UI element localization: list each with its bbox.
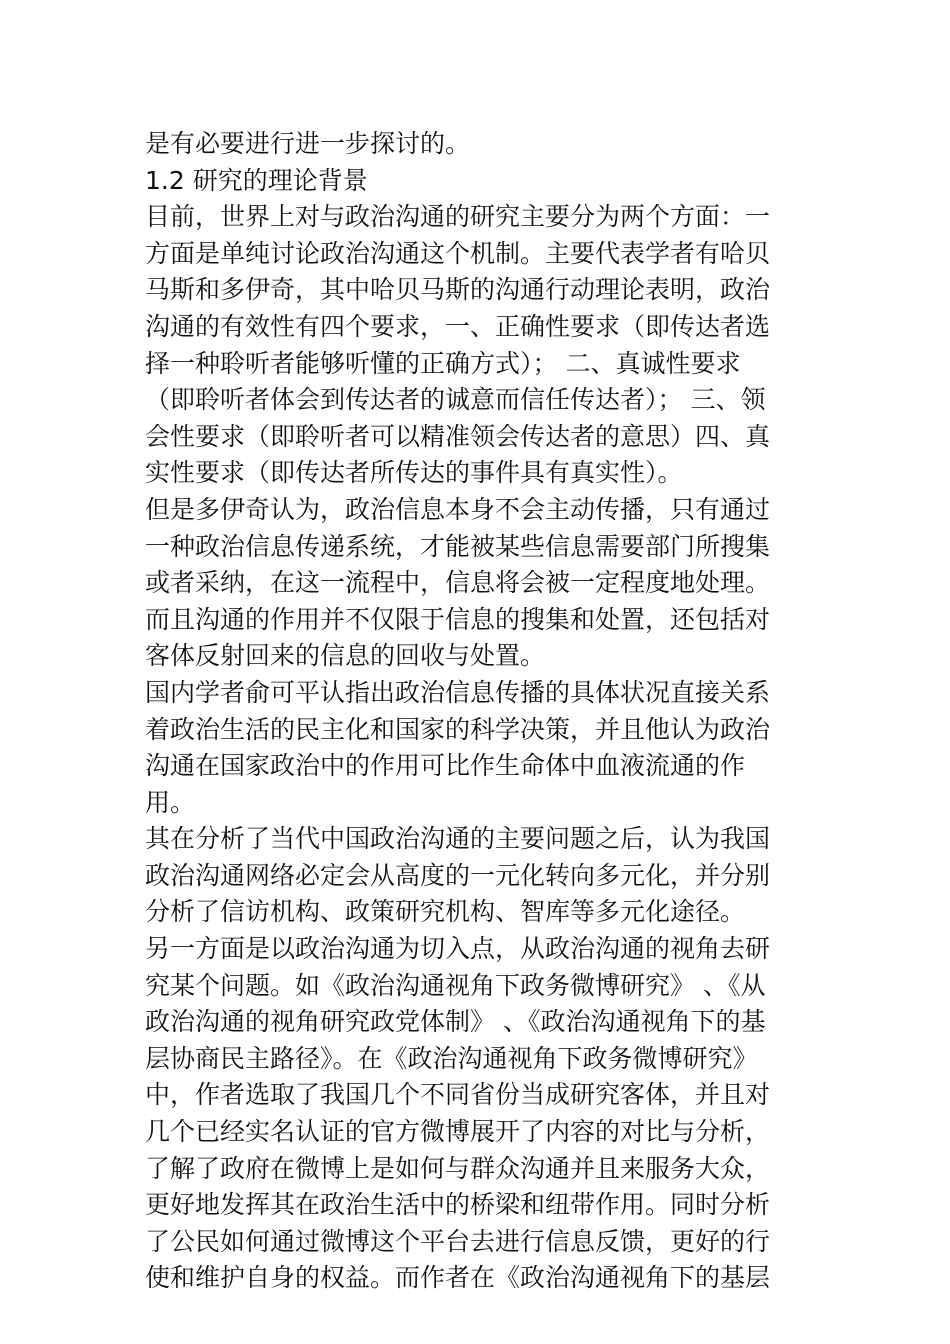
- text-line: 马斯和多伊奇，其中哈贝马斯的沟通行动理论表明，政治: [145, 275, 771, 305]
- text-line: 一种政治信息传递系统，才能被某些信息需要部门所搜集: [145, 531, 771, 561]
- text-line: 而且沟通的作用并不仅限于信息的搜集和处置，还包括对: [145, 604, 771, 634]
- paragraph-deutsch: [145, 492, 795, 675]
- text-line: 或者采纳，在这一流程中，信息将会被一定程度地处理。: [145, 568, 771, 598]
- text-line: 用。: [145, 787, 196, 817]
- text-line: （即聆听者体会到传达者的诚意而信任传达者）； 三、领: [145, 385, 766, 415]
- text-line: 沟通在国家政治中的作用可比作生命体中血液流通的作: [145, 751, 746, 781]
- text-line: 另一方面是以政治沟通为切入点，从政治沟通的视角去研: [145, 934, 771, 964]
- text-line: 究某个问题。如《政治沟通视角下政务微博研究》 、《从: [145, 970, 766, 1000]
- text-line: 了解了政府在微博上是如何与群众沟通并且来服务大众，: [145, 1153, 771, 1183]
- text-line: 其在分析了当代中国政治沟通的主要问题之后，认为我国: [145, 824, 771, 854]
- text-line: 会性要求（即聆听者可以精准领会传达者的意思）四、真: [145, 421, 771, 451]
- text-line: 是有必要进行进一步探讨的。: [145, 129, 471, 158]
- text-line: 但是多伊奇认为，政治信息本身不会主动传播，只有通过: [145, 494, 771, 524]
- text-line: 使和维护自身的权益。而作者在《政治沟通视角下的基层: [145, 1263, 771, 1293]
- text-line: 政治沟通的视角研究政党体制》 、《政治沟通视角下的基: [145, 1007, 766, 1037]
- text-line: 实性要求（即传达者所传达的事件具有真实性）。: [145, 458, 683, 488]
- text-line: 更好地发挥其在政治生活中的桥梁和纽带作用。同时分析: [145, 1190, 771, 1220]
- text-line: 中，作者选取了我国几个不同省份当成研究客体，并且对: [145, 1080, 771, 1110]
- section-heading-text: 1.2 研究的理论背景: [145, 165, 368, 195]
- text-line: 几个已经实名认证的官方微博展开了内容的对比与分析，: [145, 1117, 771, 1147]
- paragraph-intro-tail: [145, 126, 795, 163]
- text-line: 着政治生活的民主化和国家的科学决策，并且他认为政治: [145, 714, 771, 744]
- text-line: 分析了信访机构、政策研究机构、智库等多元化途径。: [145, 897, 746, 927]
- paragraph-habermas: [145, 199, 795, 492]
- text-line: 层协商民主路径》。在《政治沟通视角下政务微博研究》: [145, 1043, 758, 1073]
- paragraph-yu-keping: [145, 675, 795, 821]
- paragraph-other-aspect: [145, 931, 795, 1297]
- text-line: 择一种聆听者能够听懂的正确方式）； 二、真诚性要求: [145, 348, 741, 378]
- document-body: [145, 126, 795, 1297]
- text-line: 目前，世界上对与政治沟通的研究主要分为两个方面：一: [145, 202, 771, 232]
- text-line: 政治沟通网络必定会从高度的一元化转向多元化，并分别: [145, 860, 771, 890]
- section-heading: [145, 163, 795, 200]
- paragraph-china-analysis: [145, 821, 795, 931]
- text-line: 了公民如何通过微博这个平台去进行信息反馈，更好的行: [145, 1226, 771, 1256]
- text-line: 客体反射回来的信息的回收与处置。: [145, 641, 546, 671]
- text-line: 方面是单纯讨论政治沟通这个机制。主要代表学者有哈贝: [145, 238, 771, 268]
- text-line: 国内学者俞可平认指出政治信息传播的具体状况直接关系: [145, 677, 771, 707]
- text-line: 沟通的有效性有四个要求，一、正确性要求（即传达者选: [145, 311, 771, 341]
